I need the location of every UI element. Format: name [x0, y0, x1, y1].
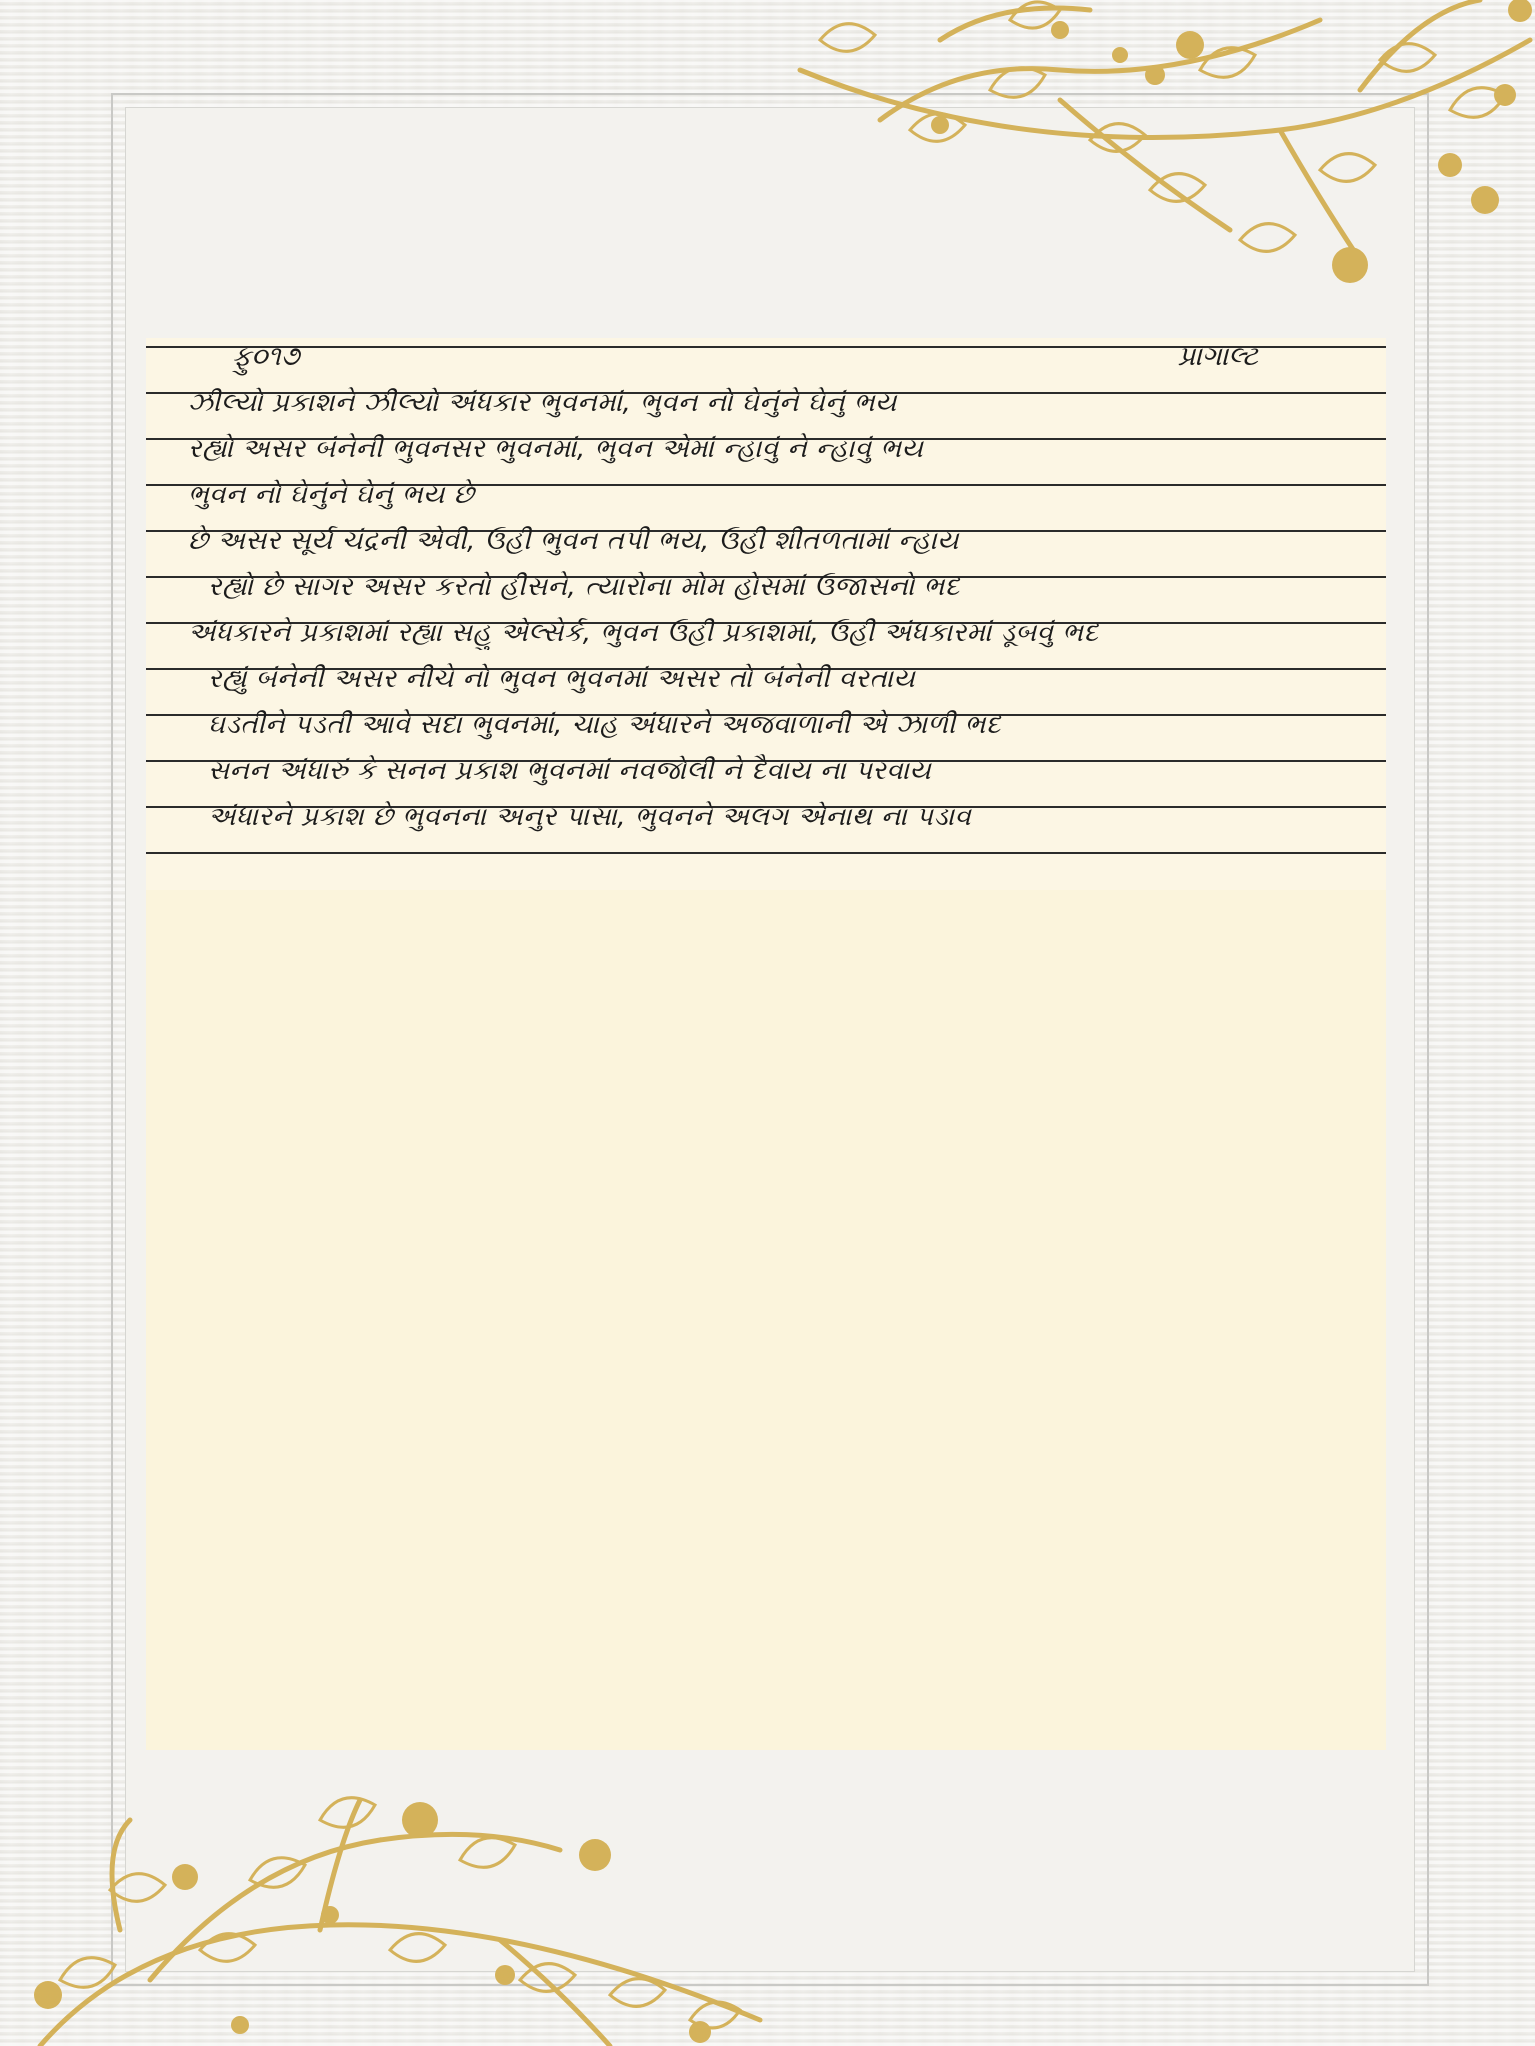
text-line-4: છે અસર સૂર્ય ચંદ્રની એવી, ઉહી ભુવન તપી ભય, ઉહી શીતળતામાં ન્હાય: [188, 526, 960, 556]
golden-leaf-branch-icon: [760, 0, 1535, 310]
header-left-text: ફુ૦૧૭: [232, 341, 300, 372]
text-line-6: અંધકારને પ્રકાશમાં રહ્યા સહુ એલ્સેર્ક, ભુવન ઉહી પ્રકાશમાં, ઉહી અંધકારમાં ડૂબવું ભદ: [188, 618, 1099, 648]
header-right-text: પ્રાગાલ્ટ: [1177, 341, 1258, 372]
golden-leaf-branch-icon: [0, 1780, 780, 2046]
text-line-9: સનન અંધારું કે સનન પ્રકાશ ભુવનમાં નવજોલી ને દૈવાય ના પરવાય: [208, 756, 932, 786]
text-line-8: ઘડતીને પડતી આવે સદા ભુવનમાં, ચાહ અંધારને અજવાળાની એ ઝાળી ભદ: [208, 710, 1001, 740]
text-line-2: રહ્યો અસર બંનેની ભુવનસર ભુવનમાં, ભુવન એમાં ન્હાવું ને ન્હાવું ભય: [188, 434, 924, 464]
text-line-3: ભુવન નો ઘેનુંને ઘેનું ભય છે: [188, 480, 475, 510]
text-line-1: ઝીલ્યો પ્રકાશને ઝીલ્યો અંધકાર ભુવનમાં, ભુવન નો ઘેનુંને ઘેનું ભય: [188, 388, 897, 418]
handwritten-note: [146, 338, 1386, 890]
text-line-5: રહ્યો છે સાગર અસર કરતો હીસને, ત્યારોના મોમ હોસમાં ઉજાસનો ભદ: [208, 572, 960, 602]
text-line-7: રહ્યું બંનેની અસર નીચે નો ભુવન ભુવનમાં અસર તો બંનેની વરતાય: [208, 664, 916, 694]
text-line-10: અંધારને પ્રકાશ છે ભુવનના અનુર પાસા, ભુવનને અલગ એનાથ ના પડાવ: [208, 802, 972, 832]
ruled-line: [146, 852, 1386, 854]
